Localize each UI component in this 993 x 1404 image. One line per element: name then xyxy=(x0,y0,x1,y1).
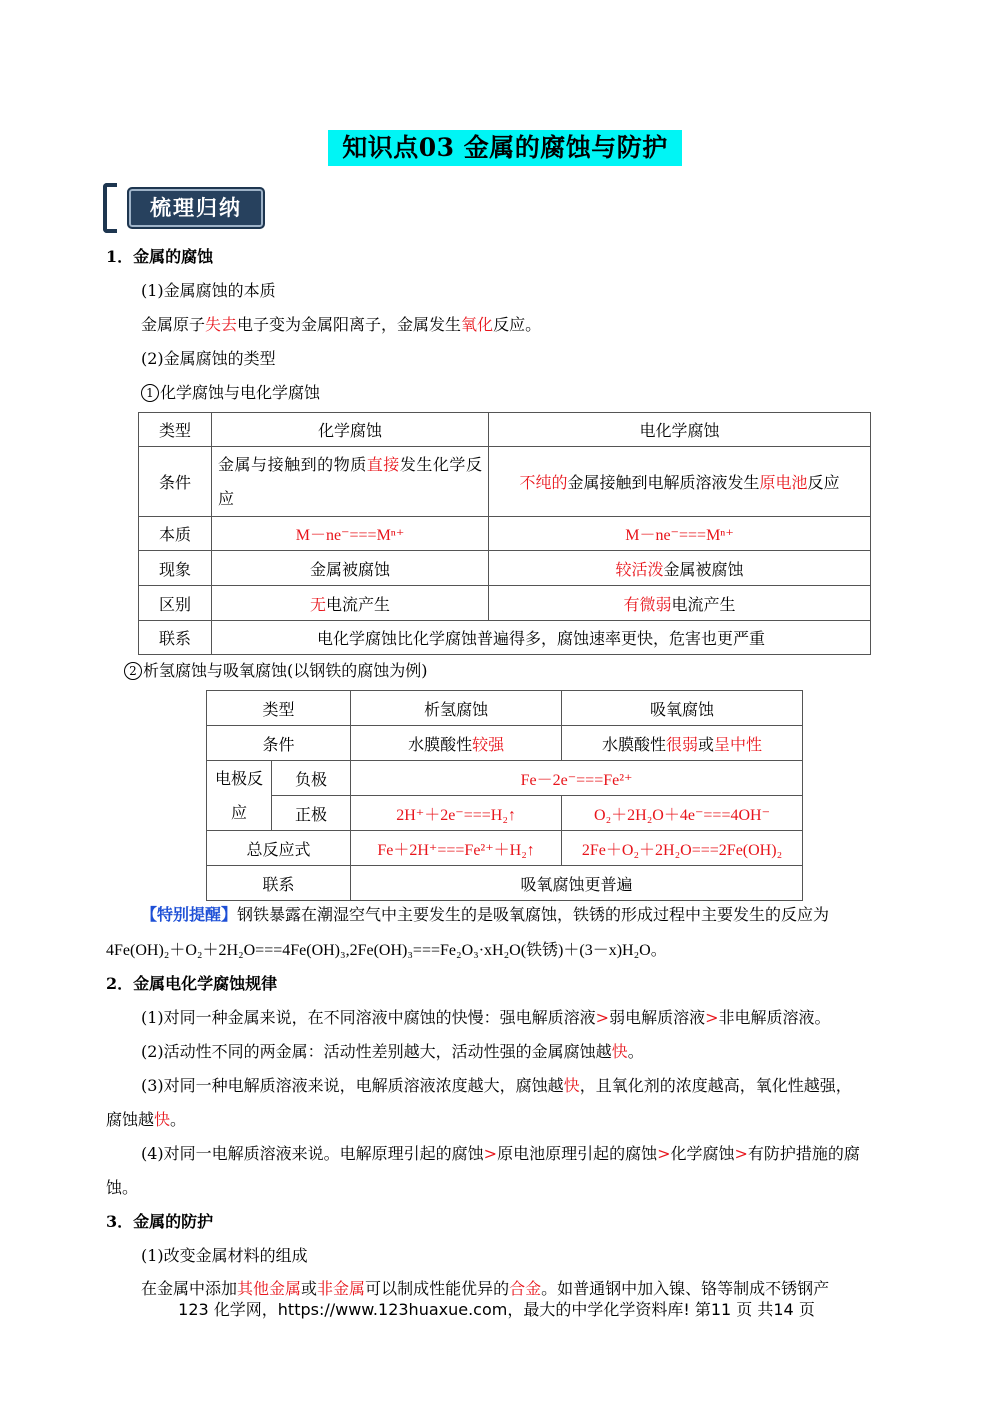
para: (1)改变金属材料的组成 xyxy=(141,1246,308,1265)
para: (3)对同一种电解质溶液来说，电解质溶液浓度越大，腐蚀越快，且氧化剂的浓度越高，氧化性越强， xyxy=(141,1076,852,1095)
para: 在金属中添加其他金属或非金属可以制成性能优异的合金。如普通钢中加入镍、铬等制成不锈钢产 xyxy=(141,1279,830,1298)
para: (4)对同一电解质溶液来说。电解原理引起的腐蚀>原电池原理引起的腐蚀>化学腐蚀>有防护措施的腐 xyxy=(141,1144,860,1163)
page-title: 知识点03 金属的腐蚀与防护 xyxy=(328,130,682,166)
para: (1)金属腐蚀的本质 xyxy=(141,281,276,300)
para: (1)对同一种金属来说，在不同溶液中腐蚀的快慢：强电解质溶液>弱电解质溶液>非电解质溶液。 xyxy=(141,1008,831,1027)
section-badge xyxy=(103,183,266,233)
note-equation: 4Fe(OH)₂＋O₂＋2H₂O===4Fe(OH)₃,2Fe(OH)₃===Fe₂O₃·xH₂O(铁锈)＋(3－x)H₂O。 xyxy=(106,942,667,959)
corrosion-type-table: 类型 化学腐蚀 电化学腐蚀 条件 金属与接触到的物质直接发生化学反应 不纯的金属接触到电解质溶液发生原电池反应 本质 M－ne⁻===Mⁿ⁺ M－ne⁻===Mⁿ⁺ 现象 金属被腐蚀 较活泼金属被腐蚀 区别 无电流产生 有微弱电流产生 联系 电化学腐蚀比化学腐蚀普遍得多，腐蚀速率更快，危害也更严重 xyxy=(138,412,871,655)
page-footer: 123 化学网，https://www.123huaxue.com，最大的中学化学资料库! 第11 页 共14 页 xyxy=(178,1300,815,1319)
para: 蚀。 xyxy=(106,1178,139,1197)
para: (2)金属腐蚀的类型 xyxy=(141,349,276,368)
badge-label: 梳理归纳 xyxy=(127,187,265,229)
heading-protection: 3．金属的防护 xyxy=(106,1212,214,1231)
heading-corrosion: 1．金属的腐蚀 xyxy=(106,247,214,266)
para: 1 化学腐蚀与电化学腐蚀 xyxy=(141,380,320,403)
heading-rules: 2．金属电化学腐蚀规律 xyxy=(106,974,278,993)
para: 腐蚀越快。 xyxy=(106,1110,187,1129)
circled-number: 2 xyxy=(124,662,142,680)
hydrogen-oxygen-table: 类型 析氢腐蚀 吸氧腐蚀 条件 水膜酸性较强 水膜酸性很弱或呈中性 电极反应 负极 Fe－2e⁻===Fe²⁺ 正极 2H⁺＋2e⁻===H₂↑ O₂＋2H₂O＋4e⁻===4OH⁻ 总反应式 Fe＋2H⁺===Fe²⁺＋H₂↑ 2Fe＋O₂＋2H₂O===2Fe(OH)₂ 联系 吸氧腐蚀更普遍 xyxy=(206,690,803,901)
circled-number: 1 xyxy=(141,384,159,402)
para: (2)活动性不同的两金属：活动性差别越大，活动性强的金属腐蚀越快。 xyxy=(141,1042,644,1061)
badge-bracket xyxy=(103,183,117,233)
para: 金属原子失去电子变为金属阳离子，金属发生氧化反应。 xyxy=(141,315,542,334)
special-note: 【特别提醒】钢铁暴露在潮湿空气中主要发生的是吸氧腐蚀，铁锈的形成过程中主要发生的反应为 xyxy=(141,905,830,924)
para: 2 析氢腐蚀与吸氧腐蚀(以钢铁的腐蚀为例) xyxy=(124,658,428,681)
